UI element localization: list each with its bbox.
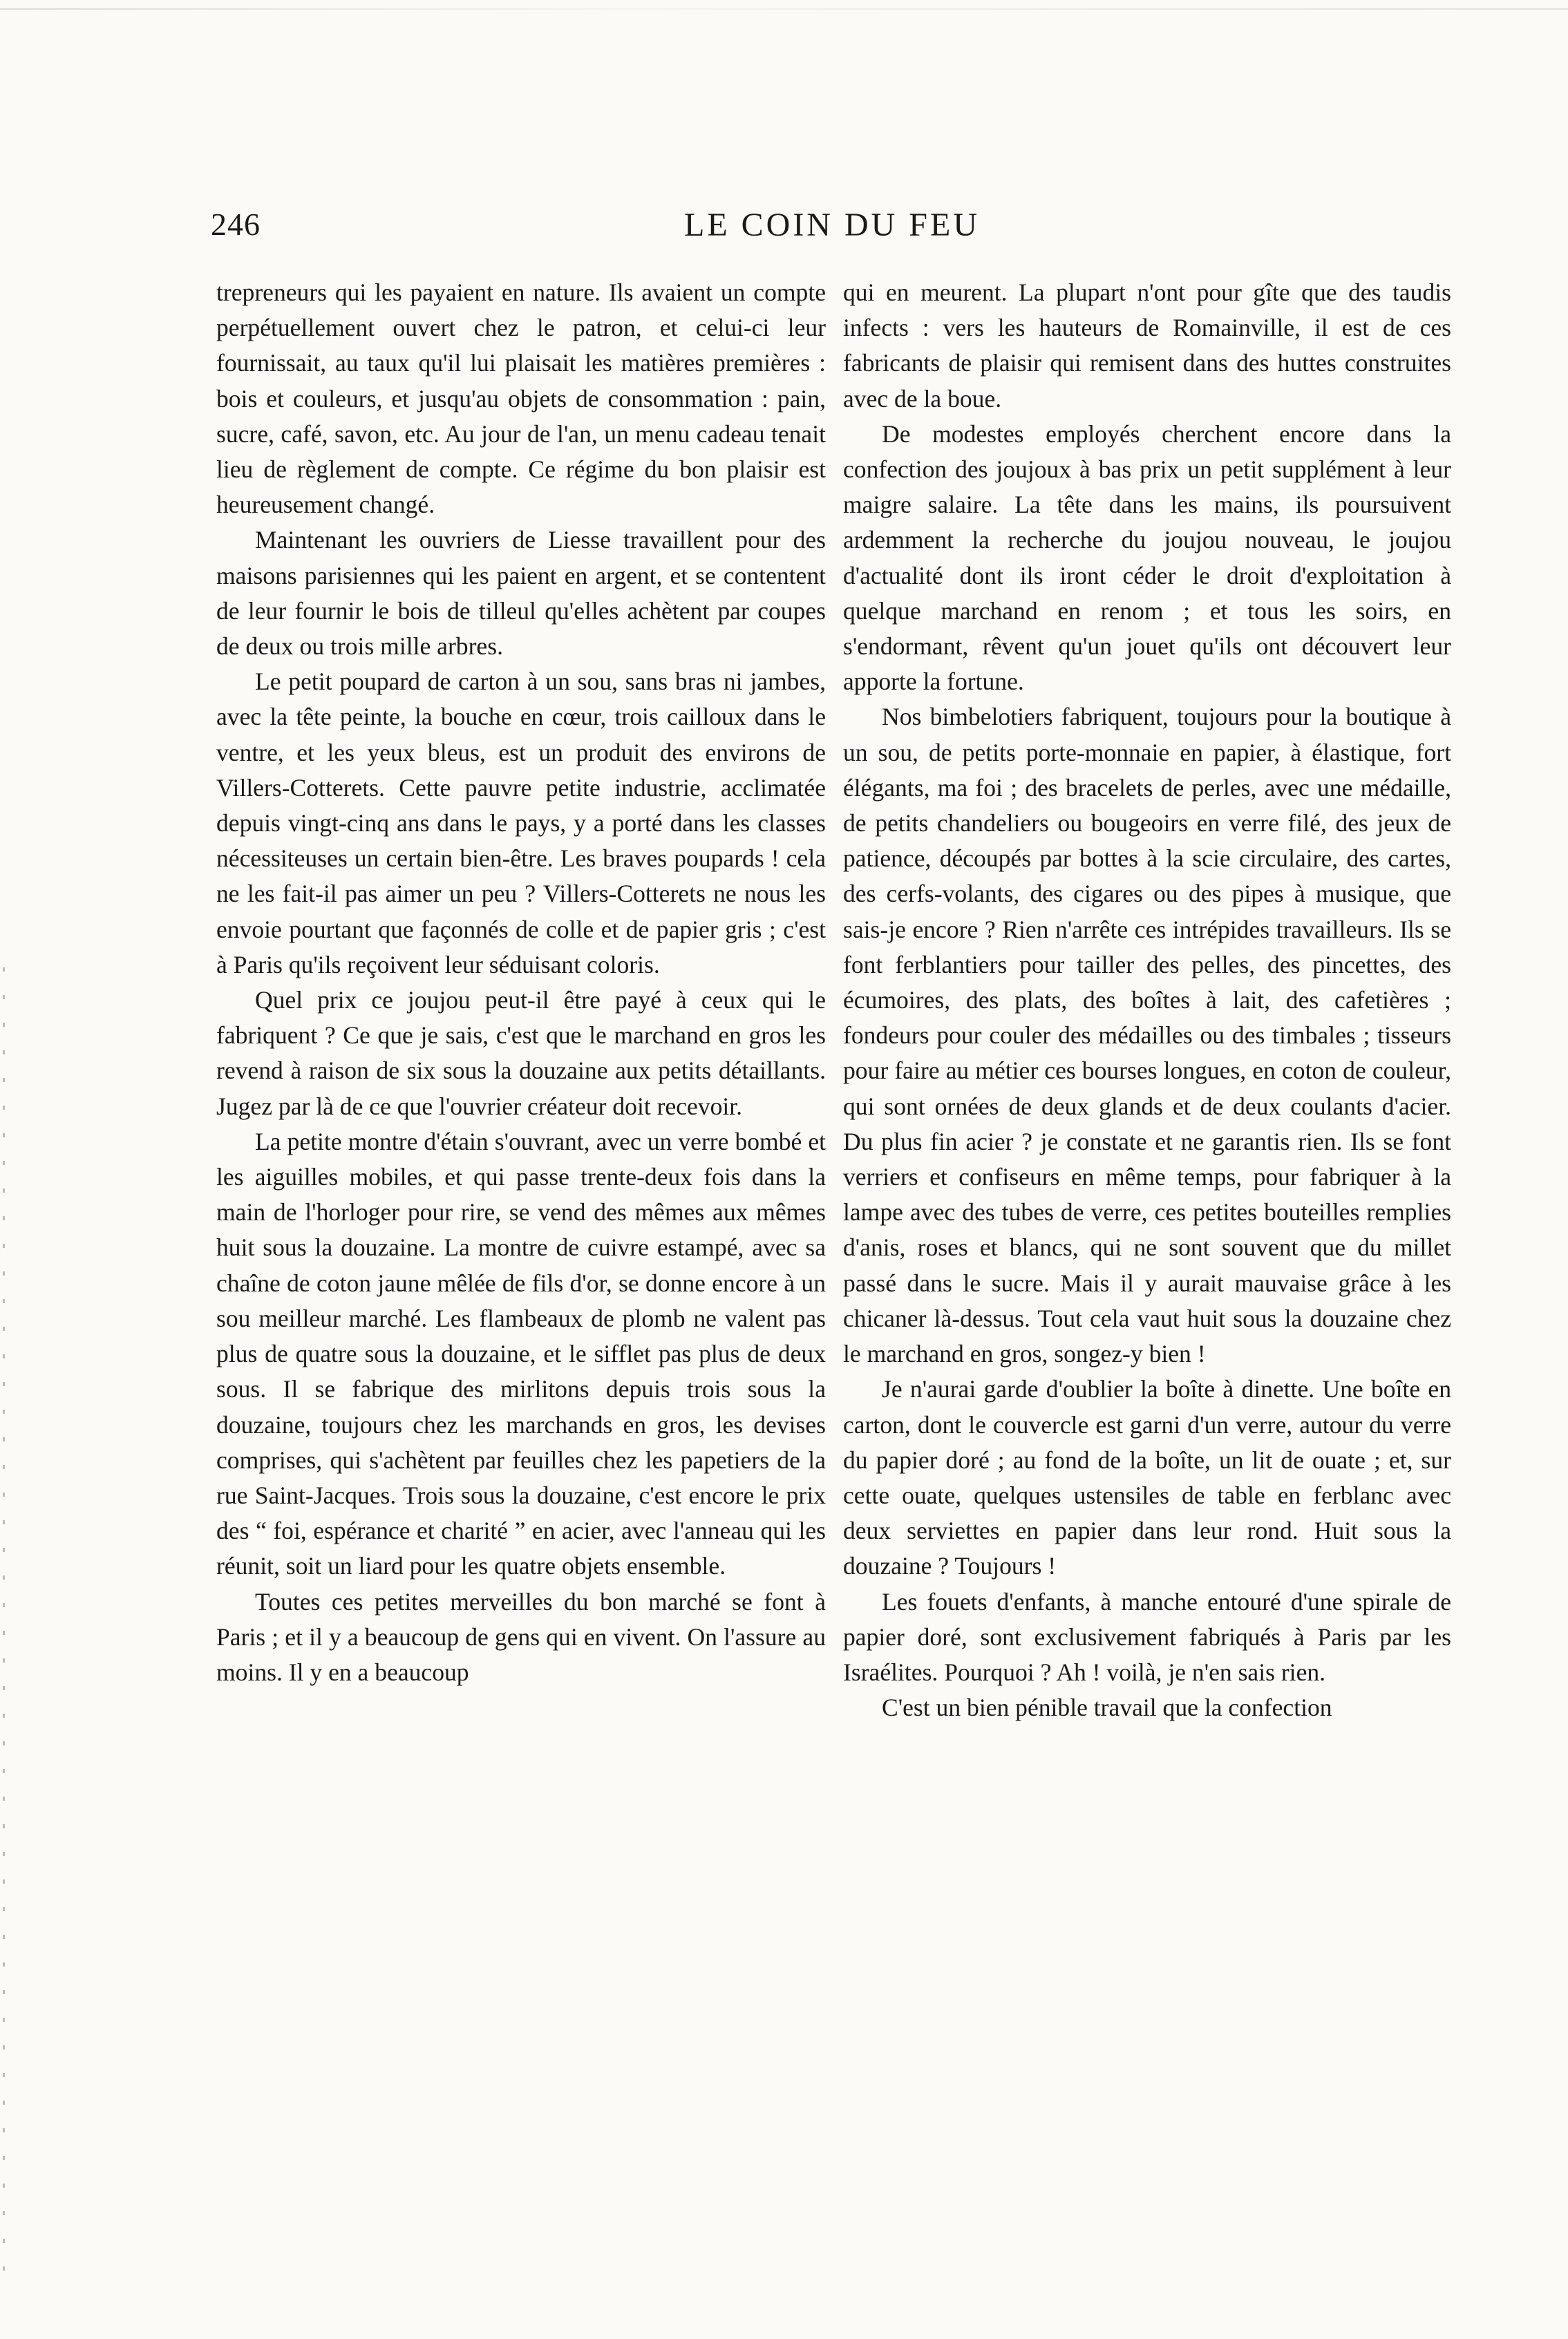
paragraph: Toutes ces petites merveilles du bon marché se font à Paris ; et il y a beaucoup de gens qui en vivent. On l'assure au moins. Il y en a beaucoup [216, 1587, 826, 1686]
paragraph: trepreneurs qui les payaient en nature. Ils avaient un compte perpétuellement ouvert chez le patron, et celui-ci leur fournissait, au taux qu'il lui plaisait les matières premières : bois et couleurs, et jusqu'au objets de consommation : pain, sucre, café, savon, etc. Au jour de l'an, un menu cadeau tenait lieu de règlement de compte. Ce régime du bon plaisir est heureusement changé. [216, 278, 826, 519]
paragraph: De modestes employés cherchent encore dans la confection des joujoux à bas prix un petit supplément à leur maigre salaire. La tête dans les mains, ils poursuivent ardemment la recherche du joujou nouveau, le joujou d'actualité dont ils iront céder le droit d'exploitation à quelque marchand en renom ; et tous les soirs, en s'endormant, rêvent qu'un jouet qu'ils ont découvert leur apporte la fortune. [843, 419, 1451, 696]
right-column [843, 275, 1451, 1725]
paragraph: Quel prix ce joujou peut-il être payé à ceux qui le fabriquent ? Ce que je sais, c'est que le marchand en gros les revend à raison de six sous la douzaine aux petits détaillants. Jugez par là de ce que l'ouvrier créateur doit recevoir. [216, 986, 826, 1120]
paragraph: Maintenant les ouvriers de Liesse travaillent pour des maisons parisiennes qui les paient en argent, et se contentent de leur fournir le bois de tilleul qu'elles achètent par coupes de deux ou trois mille arbres. [216, 526, 826, 661]
page-header [211, 206, 1453, 254]
paragraph: Je n'aurai garde d'oublier la boîte à dinette. Une boîte en carton, dont le couvercle est garni d'un verre, autour du verre du papier doré ; au fond de la boîte, un lit de ouate ; et, sur cette ouate, quelques ustensiles de table en ferblanc avec deux serviettes en papier dans leur rond. Huit sous la douzaine ? Toujours ! [843, 1375, 1451, 1580]
paragraph: Nos bimbelotiers fabriquent, toujours pour la boutique à un sou, de petits porte-monnaie en papier, à élastique, fort élégants, ma foi ; des bracelets de perles, avec une médaille, de petits chandeliers ou bougeoirs en verre filé, des jeux de patience, découpés par bottes à la scie circulaire, des cartes, des cerfs-volants, des cigares ou des pipes à musique, que sais-je encore ? Rien n'arrête ces intrépides travailleurs. Ils se font ferblantiers pour tailler des pelles, des pincettes, des écumoires, des plats, des boîtes à lait, des cafetières ; fondeurs pour couler des médailles ou des timbales ; tisseurs pour faire au métier ces bourses longues, en coton de couleur, qui sont ornées de deux glands et de deux coulants d'acier. Du plus fin acier ? je constate et ne garantis rien. Ils se font verriers et confiseurs en même temps, pour fabriquer à la lampe avec des tubes de verre, ces petites bouteilles remplies d'anis, roses et blancs, qui ne sont souvent que du millet passé dans le sucre. Mais il y aurait mauvaise grâce à les chicaner là-dessus. Tout cela vaut huit sous la douzaine chez le marchand en gros, songez-y bien ! [843, 703, 1451, 1368]
page-number: 246 [211, 207, 261, 242]
paragraph: La petite montre d'étain s'ouvrant, avec un verre bombé et les aiguilles mobiles, et qui passe trente-deux fois dans la main de l'horloger pour rire, se vend des mêmes aux mêmes huit sous la douzaine. La montre de cuivre estampé, avec sa chaîne de coton jaune mêlée de fils d'or, se donne encore à un sou meilleur marché. Les flambeaux de plomb ne valent pas plus de quatre sous la douzaine, et le sifflet pas plus de deux sous. Il se fabrique des mirlitons depuis trois sous la douzaine, toujours chez les marchands en gros, les devises comprises, qui s'achètent par feuilles chez les papetiers de la rue Saint-Jacques. Trois sous la douzaine, c'est encore le prix des “ foi, espérance et charité ” en acier, avec l'anneau qui les réunit, soit un liard pour les quatre objets ensemble. [216, 1127, 826, 1580]
running-title: LE COIN DU FEU [684, 207, 980, 243]
paragraph: Les fouets d'enfants, à manche entouré d'une spirale de papier doré, sont exclusivement fabriqués à Paris par les Israélites. Pourquoi ? Ah ! voilà, je n'en sais rien. [843, 1587, 1451, 1686]
left-margin-artifact [3, 967, 5, 2280]
paragraph: C'est un bien pénible travail que la confection [882, 1694, 1332, 1722]
left-column [216, 275, 826, 1690]
top-edge-artifact [0, 8, 1568, 10]
paragraph: qui en meurent. La plupart n'ont pour gîte que des taudis infects : vers les hauteurs de Romainville, il est de ces fabricants de plaisir qui remisent dans des huttes construites avec de la boue. [843, 278, 1451, 413]
paragraph: Le petit poupard de carton à un sou, sans bras ni jambes, avec la tête peinte, la bouche en cœur, trois cailloux dans le ventre, et les yeux bleus, est un produit des environs de Villers-Cotterets. Cette pauvre petite industrie, acclimatée depuis vingt-cinq ans dans le pays, y a porté dans les classes nécessiteuses un certain bien-être. Les braves poupards ! cela ne les fait-il pas aimer un peu ? Villers-Cotterets ne nous les envoie pourtant que façonnés de colle et de papier gris ; c'est à Paris qu'ils reçoivent leur séduisant coloris. [216, 667, 826, 978]
